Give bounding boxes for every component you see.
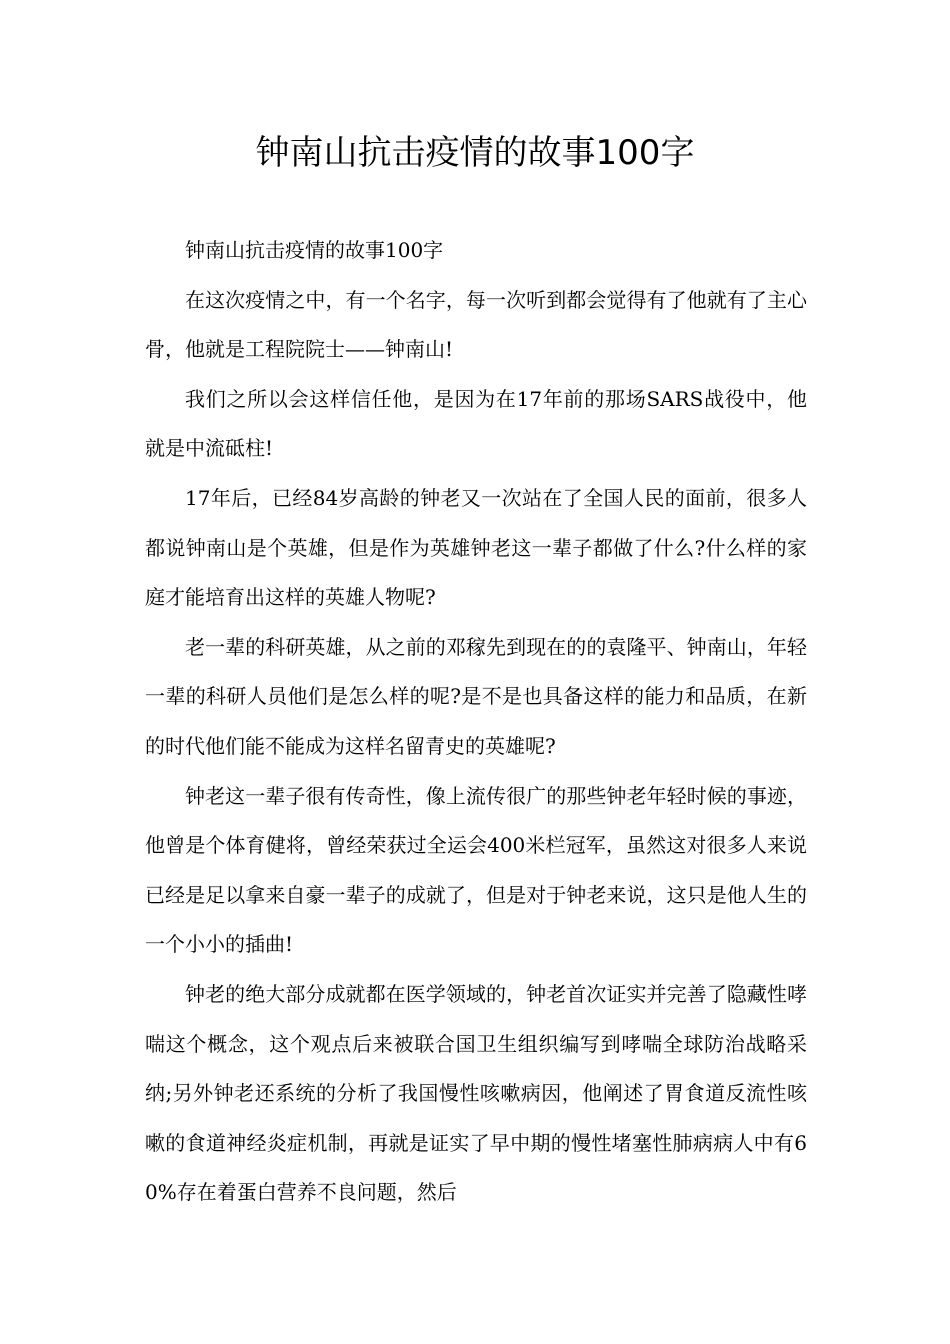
document-body [145, 226, 807, 1218]
paragraph-3: 我们之所以会这样信任他，是因为在17年前的那场SARS战役中，他就是中流砥柱! [145, 386, 807, 461]
paragraph-5: 老一辈的科研英雄，从之前的邓稼先到现在的的袁隆平、钟南山，年轻一辈的科研人员他们是怎么样的呢?是不是也具备这样的能力和品质，在新的时代他们能不能成为这样名留青史的英雄呢? [145, 634, 807, 758]
paragraph-7: 钟老的绝大部分成就都在医学领域的，钟老首次证实并完善了隐藏性哮喘这个概念，这个观点后来被联合国卫生组织编写到哮喘全球防治战略采纳;另外钟老还系统的分析了我国慢性咳嗽病因，他阐述了胃食道反流性咳嗽的食道神经炎症机制，再就是证实了早中期的慢性堵塞性肺病病人中有60%存在着蛋白营养不良问题，然后 [145, 981, 807, 1205]
paragraph-4: 17年后，已经84岁高龄的钟老又一次站在了全国人民的面前，很多人都说钟南山是个英雄，但是作为英雄钟老这一辈子都做了什么?什么样的家庭才能培育出这样的英雄人物呢? [145, 485, 807, 610]
paragraph-2: 在这次疫情之中，有一个名字，每一次听到都会觉得有了他就有了主心骨，他就是工程院院士——钟南山! [145, 287, 807, 362]
paragraph-6: 钟老这一辈子很有传奇性，像上流传很广的那些钟老年轻时候的事迹，他曾是个体育健将，曾经荣获过全运会400米栏冠军，虽然这对很多人来说已经是足以拿来自豪一辈子的成就了，但是对于钟老来说，这只是他人生的一个小小的插曲! [145, 783, 807, 957]
paragraph-1: 钟南山抗击疫情的故事100字 [185, 238, 444, 262]
document-title: 钟南山抗击疫情的故事100字 [255, 133, 695, 173]
